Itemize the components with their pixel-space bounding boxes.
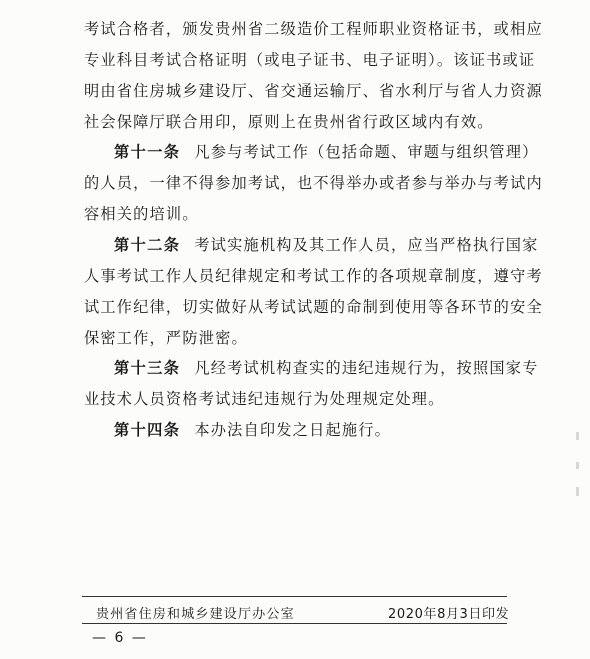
article-11-label: 第十一条 <box>114 143 181 161</box>
scan-mark <box>576 487 579 496</box>
footer-issuer: 贵州省住房和城乡建设厅办公室 <box>96 607 295 622</box>
scan-mark <box>576 462 579 469</box>
article-11-line: 的人员，一律不得参加考试，也不得举办或者参与举办与考试内 <box>84 174 543 192</box>
article-13-line: 业技术人员资格考试违纪违规行为处理规定处理。 <box>84 390 445 408</box>
article-12-label: 第十二条 <box>114 236 181 254</box>
footer-bottom-rule <box>82 623 507 624</box>
article-12-line: 保密工作，严防泄密。 <box>84 329 248 347</box>
article-13-label: 第十三条 <box>114 359 181 377</box>
article-14-text: 本办法自印发之日起施行。 <box>194 421 392 439</box>
article-11-text: 凡参与考试工作（包括命题、审题与组织管理） <box>194 143 539 161</box>
paragraph-line: 专业科目考试合格证明（或电子证书、电子证明）。该证书或证 <box>84 51 536 69</box>
article-11-first-line <box>114 141 539 163</box>
page-number: — 6 — <box>92 630 148 646</box>
article-12-line: 试工作纪律，切实做好从考试试题的命制到使用等各环节的安全 <box>84 298 543 316</box>
scan-mark <box>576 432 579 440</box>
footer-date: 2020年8月3日印发 <box>388 607 510 622</box>
article-13-first-line <box>114 357 539 379</box>
article-13-text: 凡经考试机构查实的违纪违规行为，按照国家专 <box>194 359 539 377</box>
article-12-text: 考试实施机构及其工作人员，应当严格执行国家 <box>194 236 539 254</box>
article-14-label: 第十四条 <box>114 421 181 439</box>
paragraph-line: 社会保障厅联合用印，原则上在贵州省行政区域内有效。 <box>84 113 494 131</box>
article-11-line: 容相关的培训。 <box>84 205 199 223</box>
footer-top-rule <box>82 596 507 597</box>
paragraph-line: 考试合格者，颁发贵州省二级造价工程师职业资格证书，或相应 <box>84 20 543 38</box>
paragraph-line: 明由省住房城乡建设厅、省交通运输厅、省水利厅与省人力资源 <box>84 82 543 100</box>
article-12-first-line <box>114 234 539 256</box>
article-14-first-line <box>114 419 524 441</box>
article-12-line: 人事考试工作人员纪律规定和考试工作的各项规章制度，遵守考 <box>84 267 543 285</box>
